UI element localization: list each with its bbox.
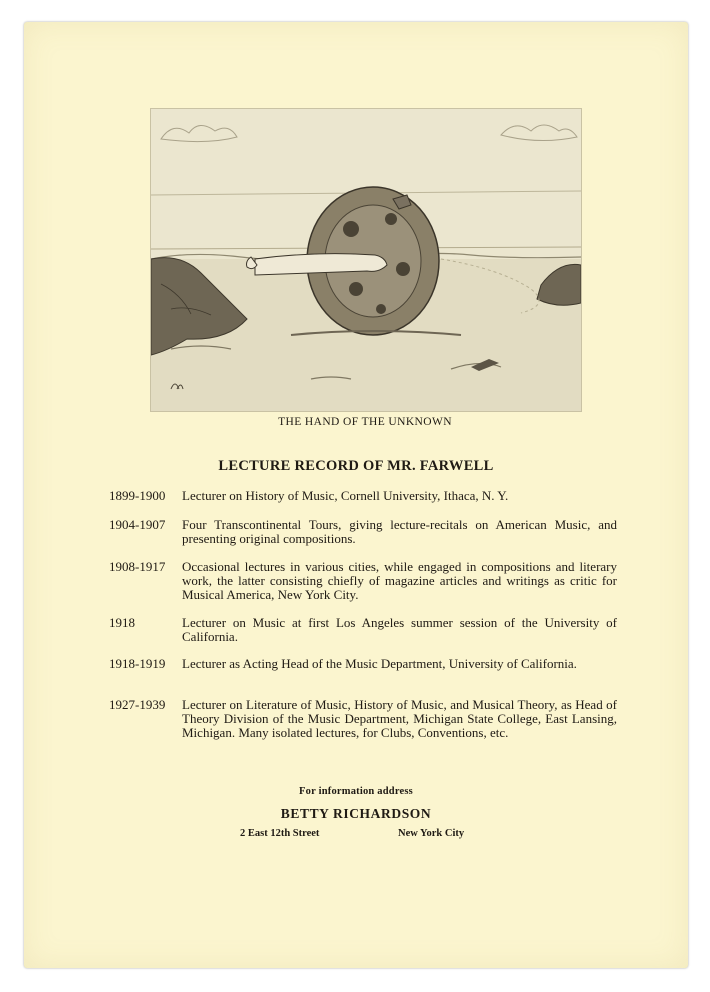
entry-years: 1899-1900: [109, 488, 166, 503]
contact-street: 2 East 12th Street: [240, 828, 320, 839]
entry-years: 1908-1917: [109, 559, 166, 574]
entry-text: Lecturer as Acting Head of the Music Department, University of California.: [182, 656, 577, 671]
lecture-entry: [109, 560, 617, 602]
illustration: [150, 108, 582, 412]
entry-years: 1904-1907: [109, 517, 166, 532]
contact-city: New York City: [398, 828, 465, 839]
document-page: [24, 22, 688, 968]
entry-years: 1918: [109, 615, 135, 630]
document-heading: LECTURE RECORD OF MR. FARWELL: [218, 458, 494, 474]
lecture-entry: [109, 518, 617, 546]
lecture-entry: [109, 657, 617, 671]
entry-text: Lecturer on History of Music, Cornell University, Ithaca, N. Y.: [182, 488, 509, 503]
illustration-caption: THE HAND OF THE UNKNOWN: [278, 416, 452, 428]
contact-name: BETTY RICHARDSON: [280, 806, 432, 821]
lecture-entry: [109, 489, 617, 503]
lecture-entry: [109, 698, 617, 740]
entry-text: Occasional lectures in various cities, while engaged in compositions and literary work, the latter consisting chiefly of magazine articles and writings as critic for Musical America, New York City.: [182, 559, 617, 602]
entry-text: Lecturer on Music at first Los Angeles summer session of the University of California.: [182, 615, 617, 644]
entry-text: Four Transcontinental Tours, giving lecture-recitals on American Music, and presenting original compositions.: [182, 517, 617, 546]
entry-years: 1927-1939: [109, 697, 166, 712]
entry-text: Lecturer on Literature of Music, History of Music, and Musical Theory, as Head of Theory Division of the Music Department, Michigan State College, East Lansing, Michigan. Many isolated lectures, for Clubs, Conventions, etc.: [182, 697, 617, 740]
entry-years: 1918-1919: [109, 656, 166, 671]
drawing-boulder-hand: [151, 109, 581, 411]
lecture-entry: [109, 616, 617, 644]
info-line: For information address: [299, 786, 413, 797]
